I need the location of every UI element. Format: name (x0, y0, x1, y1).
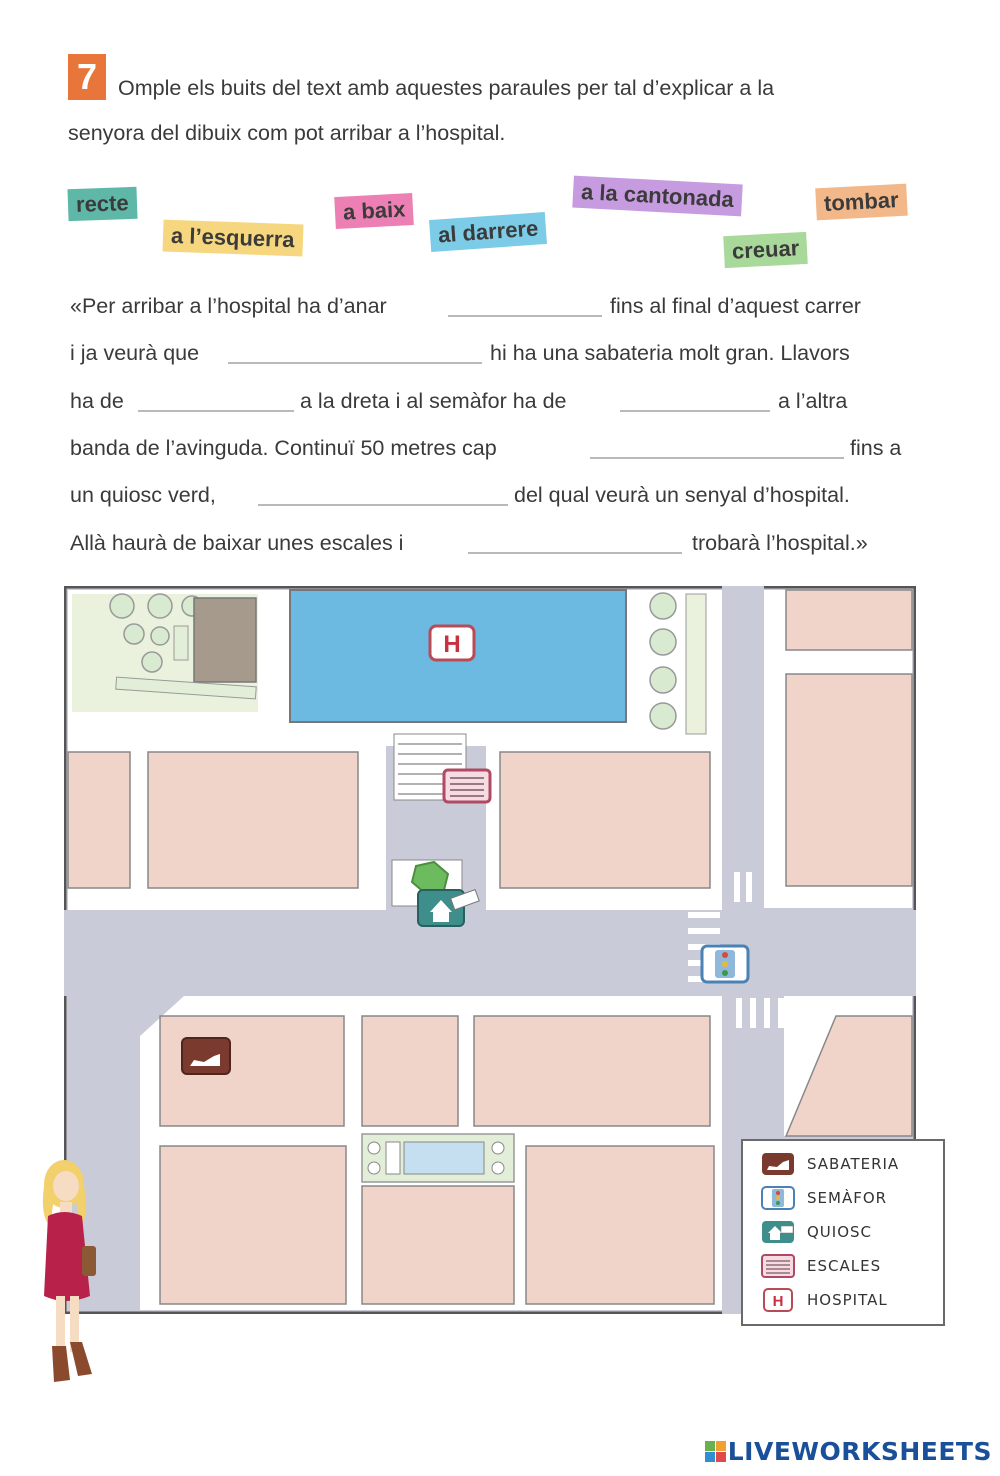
tree-icon (650, 593, 676, 619)
text-segment: «Per arribar a l’hospital ha d’anar (70, 294, 387, 318)
city-block (526, 1146, 714, 1304)
legend-row (761, 1185, 887, 1211)
word-chip-tombar[interactable]: tombar (815, 184, 907, 221)
tree-icon (151, 627, 169, 645)
stairs-icon (761, 1254, 795, 1278)
text-segment: i ja veurà que (70, 341, 200, 365)
legend-row (761, 1287, 888, 1313)
instruction-line-2: senyora del dibuix com pot arribar a l’hospital. (68, 121, 506, 145)
hospital-icon (761, 1288, 795, 1312)
text-segment: hi ha una sabateria molt gran. Llavors (490, 341, 850, 365)
tree-icon (492, 1142, 504, 1154)
tree-icon (368, 1162, 380, 1174)
traffic-light-green (722, 970, 728, 976)
blank-7[interactable] (468, 552, 682, 554)
tree-icon (148, 594, 172, 618)
tree-icon (368, 1142, 380, 1154)
blank-1[interactable] (448, 315, 602, 317)
city-block (362, 1016, 458, 1126)
kiosk-body (433, 912, 449, 922)
legend-label: SABATERIA (807, 1155, 900, 1173)
tree-icon (650, 629, 676, 655)
tree-icon (124, 624, 144, 644)
legend-label: SEMÀFOR (807, 1189, 888, 1207)
paragraph-line-6 (70, 531, 930, 571)
text-segment: ha de (70, 389, 124, 413)
text-segment: banda de l’avinguda. Continuï 50 metres cap (70, 436, 497, 460)
woman-face (53, 1171, 79, 1201)
main-street (64, 910, 916, 996)
tree-icon (650, 667, 676, 693)
shoe-icon (182, 1038, 230, 1074)
text-segment: fins al final d’aquest carrer (610, 294, 861, 318)
word-chip-recte[interactable]: recte (67, 187, 137, 221)
traffic-light-red (722, 952, 728, 958)
woman-boot (52, 1346, 70, 1382)
footer-brand (705, 1437, 992, 1466)
blank-5[interactable] (590, 457, 844, 459)
text-segment: a l’altra (778, 389, 848, 413)
text-segment: del qual veurà un senyal d’hospital. (514, 483, 850, 507)
legend-row (761, 1151, 899, 1177)
traffic-light-icon (761, 1186, 795, 1210)
instruction-line-1: Omple els buits del text amb aquestes paraules per tal d’explicar a la (118, 76, 775, 100)
text-segment: Allà haurà de baixar unes escales i (70, 531, 404, 555)
city-block (786, 674, 912, 886)
word-chip-al-darrere[interactable]: al darrere (429, 212, 547, 252)
shoe-icon (761, 1152, 795, 1176)
legend-label: ESCALES (807, 1257, 882, 1275)
woman-boot (70, 1342, 92, 1376)
park-bench (174, 626, 188, 660)
woman-handbag (82, 1246, 96, 1276)
traffic-light-amber (722, 961, 728, 967)
paragraph-line-4 (70, 436, 930, 476)
paragraph-line-3 (70, 389, 930, 429)
city-block (68, 752, 130, 888)
text-segment: fins a (850, 436, 902, 460)
tree-icon (492, 1162, 504, 1174)
svg-text:H: H (772, 1293, 784, 1310)
hospital-sign-letter: H (443, 631, 461, 658)
text-segment: a la dreta i al semàfor ha de (300, 389, 567, 413)
tree-icon (650, 703, 676, 729)
park-building (194, 598, 256, 682)
city-block (500, 752, 710, 888)
green-strip (686, 594, 706, 734)
city-block (362, 1186, 514, 1304)
city-block (786, 590, 912, 650)
text-segment: trobarà l’hospital.» (692, 531, 868, 555)
blank-6[interactable] (258, 504, 508, 506)
blank-2[interactable] (228, 362, 482, 364)
blank-3[interactable] (138, 410, 294, 412)
exercise-number: 7 (68, 54, 106, 100)
brand-name: LIVEWORKSHEETS (727, 1437, 992, 1466)
word-chip-creuar[interactable]: creuar (723, 232, 808, 268)
instruction-text (68, 66, 928, 156)
bus-stop-bench (386, 1142, 400, 1174)
legend-label: HOSPITAL (807, 1291, 888, 1309)
word-chip-a-la-cantonada[interactable]: a la cantonada (572, 176, 742, 217)
text-segment: un quiosc verd, (70, 483, 216, 507)
paragraph-line-2 (70, 341, 930, 381)
paragraph-line-5 (70, 483, 930, 523)
legend-label: QUIOSC (807, 1223, 873, 1241)
blank-4[interactable] (620, 410, 770, 412)
city-block (160, 1146, 346, 1304)
legend-row (761, 1219, 872, 1245)
paragraph-line-1 (70, 294, 930, 334)
city-block (474, 1016, 710, 1126)
bus-stop-shelter (404, 1142, 484, 1174)
kiosk-icon (761, 1220, 795, 1244)
tree-icon (142, 652, 162, 672)
tree-icon (110, 594, 134, 618)
word-chip-a-lesquerra[interactable]: a l’esquerra (162, 220, 303, 257)
woman-illustration (30, 1156, 116, 1386)
city-block (148, 752, 358, 888)
stairs-icon (444, 770, 490, 802)
liveworksheets-logo-icon (705, 1441, 726, 1462)
word-chip-a-baix[interactable]: a baix (334, 193, 414, 229)
legend-row (761, 1253, 881, 1279)
map-legend (741, 1139, 945, 1326)
